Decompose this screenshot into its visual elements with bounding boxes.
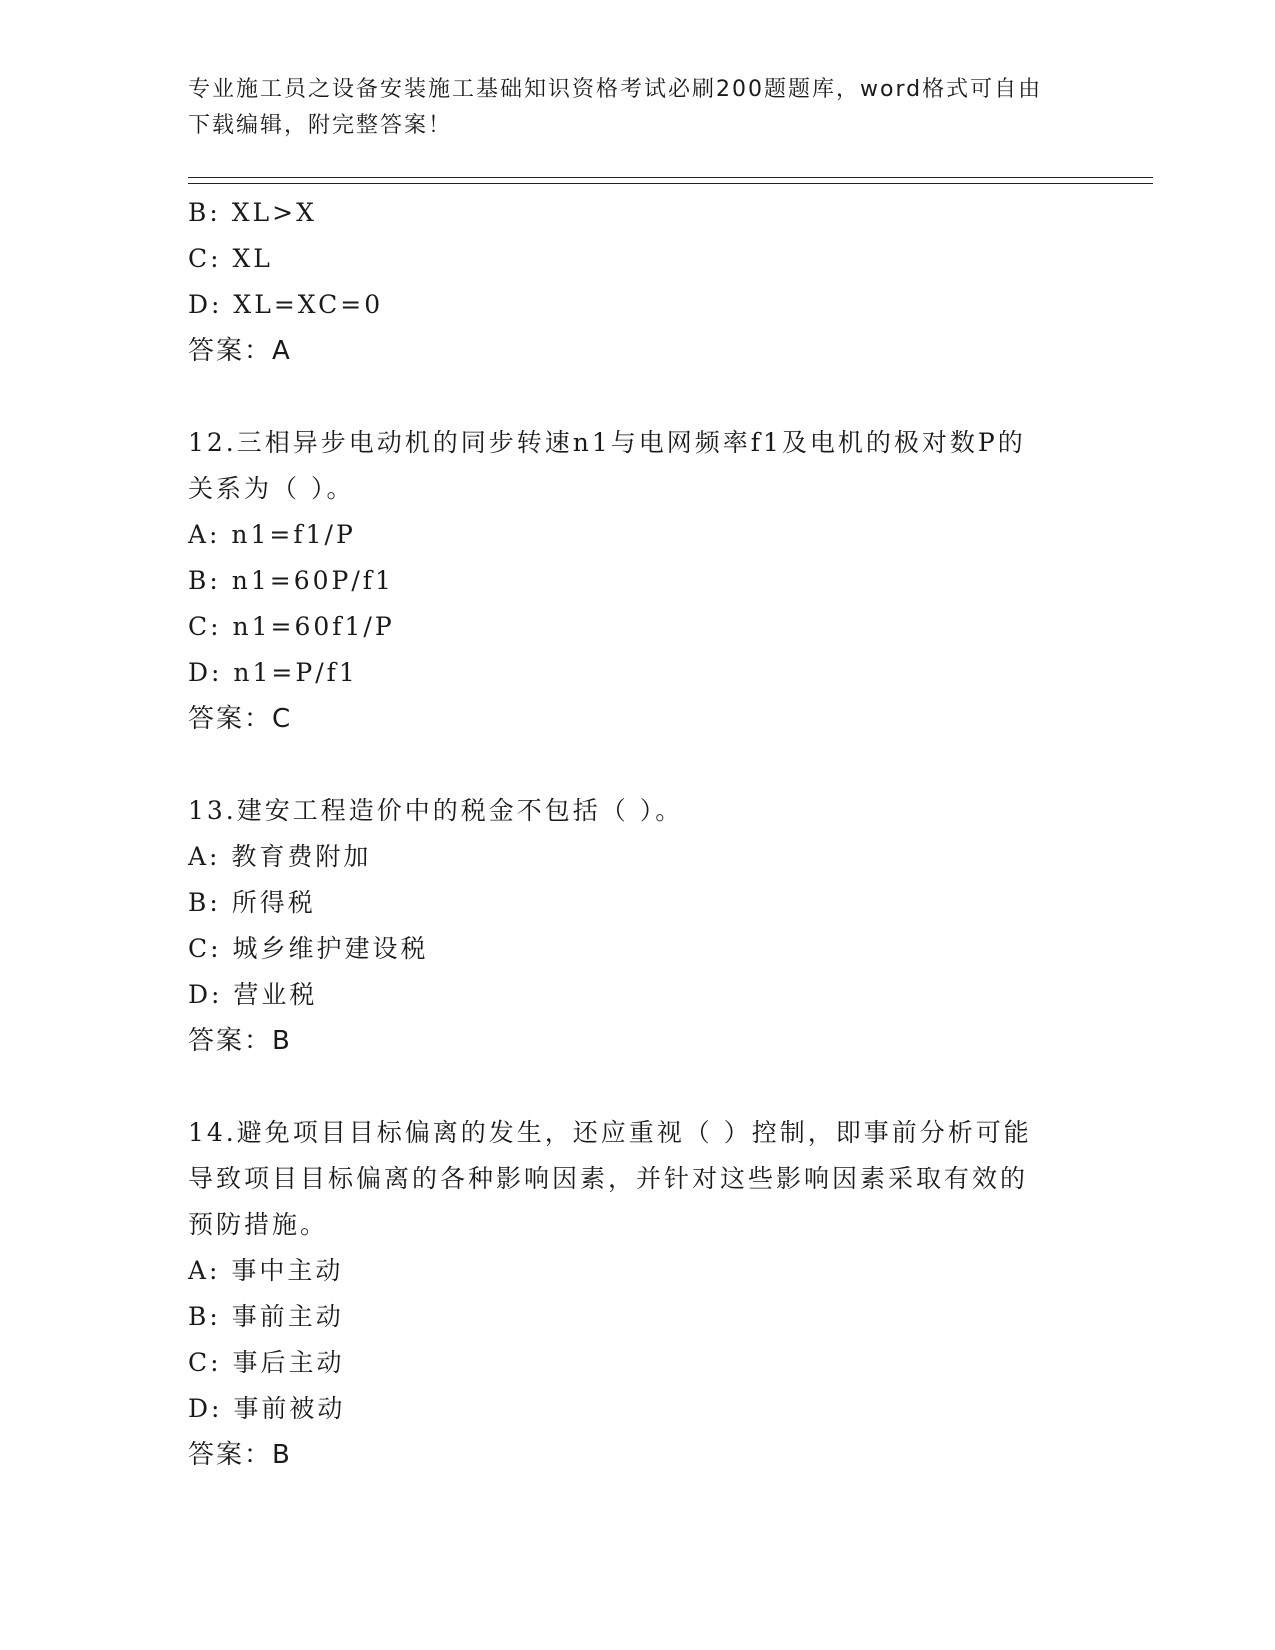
document-header — [188, 72, 1088, 144]
answer-label: 答案：B — [188, 1026, 292, 1056]
answer-label: 答案：A — [188, 336, 292, 366]
question-11-tail — [188, 190, 1088, 374]
question-list — [188, 190, 1088, 1478]
answer-label: 答案：C — [188, 704, 293, 734]
option-d: D: 事前被动 — [188, 1394, 346, 1423]
option-a: A: 教育费附加 — [188, 842, 372, 871]
question-stem-continued: 预防措施。 — [188, 1210, 329, 1239]
question-stem: 13.建安工程造价中的税金不包括（ ）。 — [188, 796, 684, 825]
answer-label: 答案：B — [188, 1440, 292, 1470]
option-c: C: n1=60f1/P — [188, 612, 395, 641]
question-stem-continued: 关系为（ ）。 — [188, 474, 355, 503]
option-d: D: n1=P/f1 — [188, 658, 358, 687]
option-d: D: 营业税 — [188, 980, 318, 1009]
question-12 — [188, 420, 1088, 742]
header-divider-top — [188, 177, 1153, 178]
option-d: D: XL=XC=0 — [188, 290, 384, 319]
option-c: C: XL — [188, 244, 273, 273]
header-title-line-1: 专业施工员之设备安装施工基础知识资格考试必刷200题题库，word格式可自由 — [188, 77, 1043, 102]
question-stem: 14.避免项目目标偏离的发生，还应重视（ ）控制，即事前分析可能 — [188, 1118, 1032, 1147]
option-b: B: 事前主动 — [188, 1302, 344, 1331]
question-13 — [188, 788, 1088, 1064]
option-c: C: 事后主动 — [188, 1348, 345, 1377]
question-14 — [188, 1110, 1088, 1478]
option-b: B: n1=60P/f1 — [188, 566, 394, 595]
question-stem-continued: 导致项目目标偏离的各种影响因素，并针对这些影响因素采取有效的 — [188, 1164, 1029, 1193]
question-stem: 12.三相异步电动机的同步转速n1与电网频率f1及电机的极对数P的 — [188, 428, 1026, 457]
header-divider-bottom — [188, 183, 1153, 184]
option-a: A: 事中主动 — [188, 1256, 344, 1285]
header-title-line-2: 下载编辑，附完整答案！ — [188, 113, 453, 138]
option-a: A: n1=f1/P — [188, 520, 356, 549]
option-c: C: 城乡维护建设税 — [188, 934, 429, 963]
option-b: B: XL>X — [188, 198, 317, 227]
option-b: B: 所得税 — [188, 888, 316, 917]
